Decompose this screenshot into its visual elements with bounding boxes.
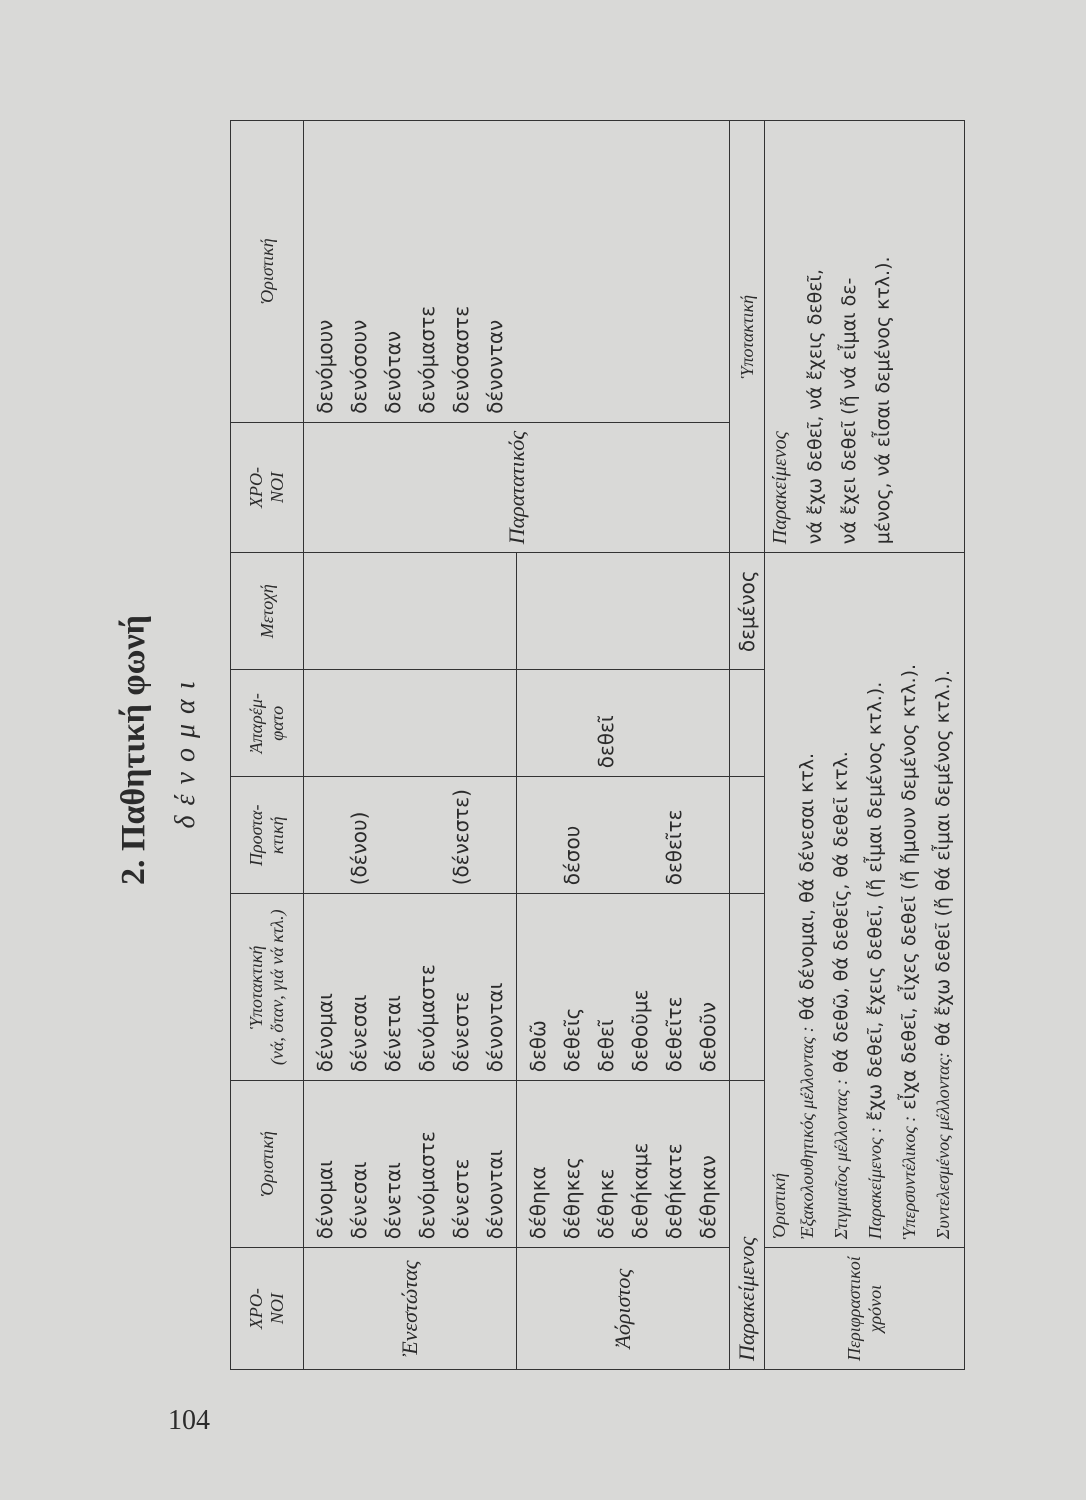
form: δένεσαι <box>347 994 371 1073</box>
present-infinitive <box>304 670 517 777</box>
form: δεθοῦμε <box>628 989 652 1073</box>
present-row <box>304 121 517 1370</box>
perfect-subjunctive-empty <box>730 894 765 1081</box>
form: δεθεῖ <box>594 715 618 769</box>
tense-name: Στιγμιαῖος μέλλοντας : <box>831 1078 851 1240</box>
header-imperative: Προστα- κτική <box>231 777 304 894</box>
form: δεθήκατε <box>662 1143 686 1240</box>
form: δενόμαστε <box>415 1131 439 1240</box>
form: δένομαι <box>313 993 337 1073</box>
form: δέθηκαν <box>696 1155 720 1240</box>
periphrastic-line <box>858 561 892 1239</box>
periphrastic-label: Περιφραστικοί χρόνοι <box>765 1248 965 1370</box>
header-indicative: Ὁριστική <box>231 1081 304 1248</box>
tense-forms: θά δένομαι, θά δένεσαι κτλ. <box>796 752 818 1027</box>
section-title: 2. Παθητική φωνή <box>115 615 152 885</box>
form: δένεστε <box>449 1158 473 1240</box>
aorist-indicative <box>517 1081 730 1248</box>
perfect-subjunctive-label: Ὑποτακτική <box>730 121 765 553</box>
aorist-imperative <box>517 777 730 894</box>
aorist-infinitive <box>517 670 730 777</box>
aorist-label: Ἀόριστος <box>517 1248 730 1370</box>
form: μένος, νά εἶσαι δεμένος κτλ.). <box>872 256 894 545</box>
periphrastic-line <box>824 561 858 1239</box>
form: δεθεῖς <box>560 1007 584 1073</box>
form: δέσου <box>560 825 584 886</box>
header-tenses-2: ΧΡΟ- ΝΟΙ <box>231 422 304 552</box>
form: δενόσαστε <box>449 305 473 414</box>
page-number: 104 <box>168 1405 210 1436</box>
tense-forms: θά ἔχω δεθεῖ (ἤ θά εἶμαι δεμένος κτλ.). <box>932 669 954 1053</box>
present-label: Ἐνεστώτας <box>304 1248 517 1370</box>
conjugation-table <box>230 120 965 1370</box>
form: δεθεῖτε <box>662 996 686 1073</box>
imperfect-indicative <box>304 121 730 423</box>
periphrastic-line <box>892 561 926 1239</box>
perfect-imperative-empty <box>730 777 765 894</box>
periphrastic-line <box>790 561 824 1239</box>
header-subjunctive: Ὑποτακτική (νά, ὅταν, γιά νά κτλ.) <box>231 894 304 1081</box>
tense-name: Ἐξακολουθητικός μέλλοντας : <box>797 1026 817 1240</box>
header-tenses: ΧΡΟ- ΝΟΙ <box>231 1248 304 1370</box>
tense-name: Ὑπερσυντέλικος : <box>899 1115 919 1240</box>
form: δεθεῖ <box>594 1019 618 1073</box>
form: δεθεῖτε <box>662 809 686 886</box>
rotated-page-content <box>100 110 1020 1390</box>
present-imperative <box>304 777 517 894</box>
aorist-subjunctive <box>517 894 730 1081</box>
present-subjunctive <box>304 894 517 1081</box>
tense-name: Παρακείμενος : <box>865 1127 885 1240</box>
form: δένεται <box>381 995 405 1073</box>
form: δένεσαι <box>347 1161 371 1240</box>
form: (δένεστε) <box>449 789 473 886</box>
form: δένονται <box>483 982 507 1073</box>
form: νά ἔχω δεθεῖ, νά ἔχεις δεθεῖ, <box>804 269 826 545</box>
form: (δένου) <box>347 811 371 886</box>
form: νά ἔχει δεθεῖ (ἤ νά εἶμαι δε- <box>838 277 860 545</box>
form: δέθηκα <box>526 1166 550 1240</box>
periphrastic-indicative-label: Ὁριστική <box>769 1172 789 1240</box>
header-participle: Μετοχή <box>231 553 304 670</box>
periphrastic-line <box>926 561 960 1239</box>
form: δενόσουν <box>347 319 371 414</box>
header-infinitive: Ἀπαρέμ- φατο <box>231 670 304 777</box>
present-indicative <box>304 1081 517 1248</box>
form: δεθοῦν <box>696 1001 720 1073</box>
form: δενόμαστε <box>415 305 439 414</box>
perfect-participle: δεμένος <box>730 553 765 670</box>
form: δέθηκες <box>560 1156 584 1240</box>
tense-forms: εἶχα δεθεῖ, εἶχες δεθεῖ (ἤ ἤμουν δεμένος κτλ.). <box>898 663 920 1116</box>
verb-heading: δένομαι <box>170 671 201 829</box>
tense-name: Συντελεσμένος μέλλοντας: <box>933 1052 953 1240</box>
perfect-subjunctive <box>765 121 965 553</box>
header-row <box>231 121 304 1370</box>
periphrastic-indicative <box>765 553 965 1248</box>
form: δένεται <box>381 1162 405 1240</box>
form: δεθῶ <box>526 1020 550 1073</box>
form: δένομαι <box>313 1160 337 1240</box>
perfect-label-2: Παρακείμενος <box>769 431 791 545</box>
tense-forms: θά δεθῶ, θά δεθεῖς, θά δεθεῖ κτλ. <box>830 751 852 1079</box>
imperfect-label: Παρατατικός <box>304 422 730 552</box>
form: δενόμουν <box>313 319 337 414</box>
form: δέθηκε <box>594 1168 618 1240</box>
form: δενόταν <box>381 330 405 414</box>
perfect-label: Παρακείμενος <box>730 1081 765 1370</box>
perfect-row <box>730 121 765 1370</box>
header-indicative-2: Ὁριστική <box>231 121 304 423</box>
present-participle <box>304 553 517 670</box>
perfect-infinitive-empty <box>730 670 765 777</box>
form: δένονται <box>483 1149 507 1240</box>
form: δενόμαστε <box>415 964 439 1073</box>
form: δένεστε <box>449 991 473 1073</box>
form: δένονταν <box>483 319 507 414</box>
form: δεθήκαμε <box>628 1142 652 1240</box>
aorist-participle <box>517 553 730 670</box>
tense-forms: ἔχω δεθεῖ, ἔχεις δεθεῖ, (ἤ εἶμαι δεμένος κτλ.). <box>864 681 886 1128</box>
periphrastic-row <box>765 121 965 1370</box>
